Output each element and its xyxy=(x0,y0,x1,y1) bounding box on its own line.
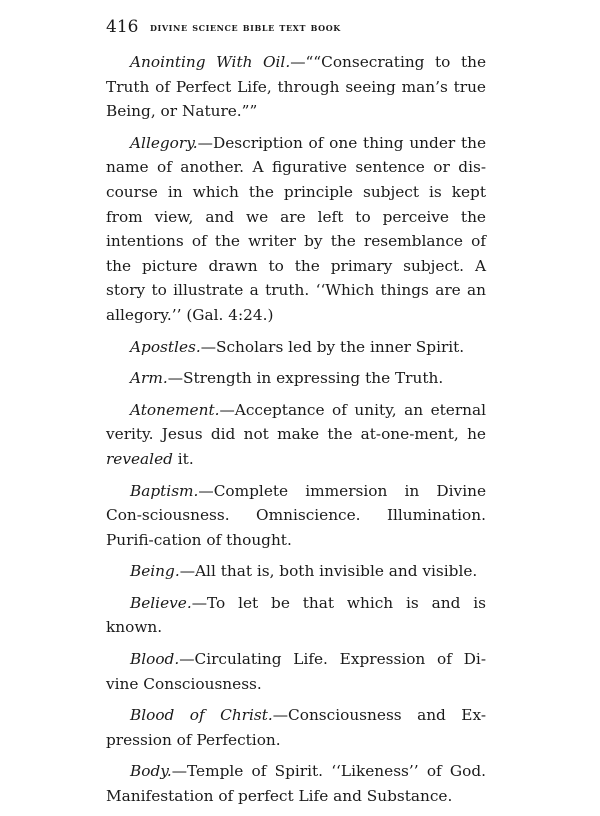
running-title: divine science bible text book xyxy=(150,20,341,34)
entry-term: Body. xyxy=(130,762,172,781)
glossary-entry xyxy=(106,335,486,360)
glossary-entry xyxy=(106,703,486,752)
glossary-entry xyxy=(106,50,486,124)
entry-definition: —““Consecrating to the Truth of Perfect Life, through seeing man’s true Being, or Nature.”” xyxy=(106,53,486,121)
entry-emphasis: revealed xyxy=(106,449,173,468)
entry-term: Blood of Christ. xyxy=(130,706,273,725)
glossary-entry xyxy=(106,591,486,640)
entry-definition: —Scholars led by the inner Spirit. xyxy=(200,337,465,356)
entry-term: Allegory. xyxy=(130,133,198,152)
entry-definition: —To let be that which is and is known. xyxy=(106,593,486,637)
glossary-entry xyxy=(106,559,486,584)
glossary-entries xyxy=(106,50,486,816)
glossary-entry xyxy=(106,479,486,553)
glossary-entry xyxy=(106,759,486,808)
entry-term: Being. xyxy=(130,562,180,581)
entry-term: Arm. xyxy=(130,369,168,388)
entry-definition: —Complete immersion in Divine Con-sciousness. Omniscience. Illumination. Purifi-cation of thought. xyxy=(106,481,486,549)
entry-term: Atonement. xyxy=(130,400,220,419)
entry-definition: —Consciousness and Ex-pression of Perfection. xyxy=(106,706,486,749)
glossary-entry xyxy=(106,131,486,328)
entry-term: Blood. xyxy=(130,650,180,669)
entry-term: Believe. xyxy=(130,593,192,612)
entry-definition: —Description of one thing under the name of another. A figurative sentence or dis-course in which the principle subject is kept from view, and we are left to perceive the intentions of the writer by the resemblance of the picture drawn to the primary subject. A story to illustrate a truth. ‘‘Which things are an allegory.’’ (Gal. 4:24.) xyxy=(106,133,486,324)
glossary-entry xyxy=(106,398,486,472)
glossary-entry xyxy=(106,366,486,391)
entry-definition: —Circulating Life. Expression of Di-vine Consciousness. xyxy=(106,650,486,693)
entry-definition: —Strength in expressing the Truth. xyxy=(167,369,444,388)
page-number: 416 xyxy=(106,17,139,37)
entry-definition: —Acceptance of unity, an eternal verity. Jesus did not make the at-one-ment, he xyxy=(106,400,486,444)
entry-term: Anointing With Oil. xyxy=(130,53,291,71)
entry-definition: —Temple of Spirit. ‘‘Likeness’’ of God. Manifestation of perfect Life and Substance. xyxy=(106,762,486,806)
glossary-entry xyxy=(106,647,486,696)
running-head xyxy=(106,17,486,39)
entry-tail: it. xyxy=(172,449,194,468)
entry-definition: —All that is, both invisible and visible. xyxy=(179,562,478,581)
entry-term: Baptism. xyxy=(130,481,199,500)
entry-term: Apostles. xyxy=(130,337,201,356)
